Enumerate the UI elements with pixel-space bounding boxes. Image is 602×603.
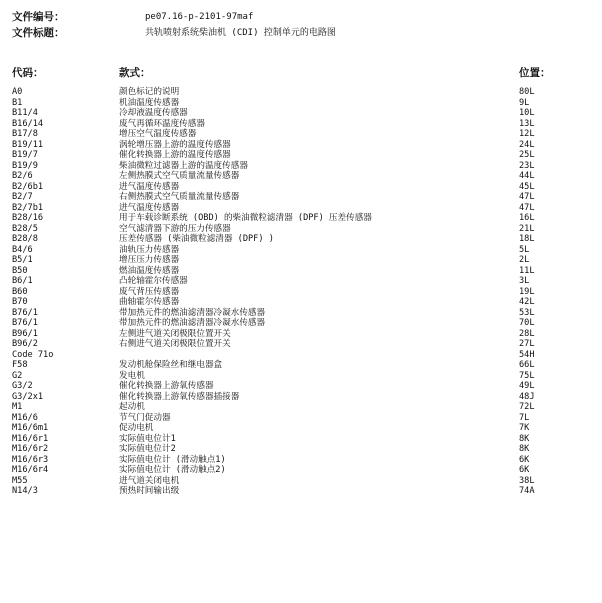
- list-item: [12, 308, 592, 319]
- doc-number-label: 文件编号：: [12, 11, 65, 23]
- component-code: B5/1: [12, 255, 33, 265]
- list-item: [12, 402, 592, 413]
- component-description: 催化转换器上游氧传感器: [119, 381, 214, 391]
- component-position: 28L: [519, 328, 535, 339]
- component-code: B19/7: [12, 150, 38, 160]
- component-position: 2L: [519, 255, 530, 265]
- column-header-desc: 款式：: [119, 67, 151, 79]
- component-description: 曲轴霍尔传感器: [119, 297, 180, 307]
- component-description: 废气背压传感器: [119, 286, 180, 297]
- component-code: M16/6r4: [12, 465, 49, 475]
- list-item: [12, 234, 592, 245]
- component-description: 带加热元件的燃油滤清器冷凝水传感器: [119, 318, 266, 328]
- list-item: [12, 486, 592, 497]
- component-position: 6K: [519, 465, 530, 475]
- component-code: G3/2: [12, 381, 33, 391]
- component-description: 促动电机: [119, 423, 154, 433]
- component-code: B28/8: [12, 234, 38, 244]
- component-code: M16/6: [12, 412, 38, 423]
- component-code: B50: [12, 265, 28, 276]
- component-position: 9L: [519, 97, 530, 108]
- list-item: [12, 297, 592, 308]
- component-code: B70: [12, 297, 28, 307]
- list-item: [12, 182, 592, 193]
- list-item: [12, 444, 592, 455]
- component-position: 21L: [519, 223, 535, 234]
- component-code: A0: [12, 87, 23, 97]
- component-code: B19/11: [12, 139, 44, 150]
- list-item: [12, 98, 592, 109]
- list-item: [12, 413, 592, 424]
- component-code: M55: [12, 475, 28, 486]
- component-position: 66L: [519, 360, 535, 370]
- list-item: [12, 434, 592, 445]
- list-item: [12, 476, 592, 487]
- component-position: 16L: [519, 213, 535, 223]
- component-position: 3L: [519, 276, 530, 286]
- component-position: 70L: [519, 318, 535, 328]
- component-position: 38L: [519, 475, 535, 486]
- component-code: G2: [12, 370, 23, 381]
- component-code: B2/6: [12, 171, 33, 181]
- component-position: 12L: [519, 129, 535, 139]
- component-description: 右侧进气道关闭极限位置开关: [119, 339, 231, 349]
- component-description: 起动机: [119, 402, 145, 412]
- component-description: 右侧热膜式空气质量流量传感器: [119, 192, 240, 202]
- component-description: 用于车载诊断系统 (OBD) 的柴油微粒滤清器 (DPF) 压差传感器: [119, 213, 372, 223]
- component-position: 6K: [519, 454, 530, 465]
- component-description: 柴油微粒过滤器上游的温度传感器: [119, 160, 248, 171]
- component-code: M16/6m1: [12, 423, 49, 433]
- component-position: 45L: [519, 181, 535, 192]
- doc-title-value: 共轨喷射系统柴油机 (CDI) 控制单元的电路图: [145, 28, 336, 38]
- component-description: 压差传感器 (柴油微粒滤清器 (DPF) ): [119, 234, 274, 244]
- component-description: 实际值电位计1: [119, 433, 176, 444]
- component-code: Code 71o: [12, 349, 54, 360]
- component-description: 进气温度传感器: [119, 202, 180, 213]
- component-position: 80L: [519, 87, 535, 97]
- component-description: 实际值电位计 (滑动触点2): [119, 465, 226, 475]
- list-item: [12, 329, 592, 340]
- component-position: 7L: [519, 412, 530, 423]
- component-position: 47L: [519, 192, 535, 202]
- list-item: [12, 119, 592, 130]
- list-item: [12, 371, 592, 382]
- component-code: B6/1: [12, 276, 33, 286]
- component-description: 发动机舱保险丝和继电器盒: [119, 360, 223, 370]
- list-item: [12, 465, 592, 476]
- list-item: [12, 350, 592, 361]
- component-description: 冷却液温度传感器: [119, 108, 188, 118]
- component-position: 54H: [519, 349, 535, 360]
- component-description: 催化转换器上游氧传感器插接器: [119, 391, 240, 402]
- list-item: [12, 381, 592, 392]
- component-position: 18L: [519, 234, 535, 244]
- component-description: 燃油温度传感器: [119, 265, 180, 276]
- list-item: [12, 318, 592, 329]
- component-description: 颜色标记的说明: [119, 87, 180, 97]
- component-code: M16/6r3: [12, 454, 49, 465]
- list-item: [12, 150, 592, 161]
- component-description: 预热时间输出级: [119, 486, 180, 496]
- list-item: [12, 108, 592, 119]
- component-description: 左侧热膜式空气质量流量传感器: [119, 171, 240, 181]
- component-code: B17/8: [12, 129, 38, 139]
- component-code: B2/7: [12, 192, 33, 202]
- list-item: [12, 213, 592, 224]
- doc-title-label: 文件标题：: [12, 27, 65, 39]
- component-position: 53L: [519, 307, 535, 318]
- component-description: 实际值电位计2: [119, 444, 176, 454]
- component-position: 72L: [519, 402, 535, 412]
- component-description: 发电机: [119, 370, 145, 381]
- component-code: B11/4: [12, 108, 38, 118]
- component-code: M1: [12, 402, 23, 412]
- component-position: 27L: [519, 339, 535, 349]
- component-code: M16/6r1: [12, 433, 49, 444]
- list-item: [12, 87, 592, 98]
- list-item: [12, 339, 592, 350]
- component-position: 47L: [519, 202, 535, 213]
- list-item: [12, 423, 592, 434]
- component-position: 19L: [519, 286, 535, 297]
- component-position: 5L: [519, 244, 530, 255]
- component-code: G3/2x1: [12, 391, 44, 402]
- component-position: 49L: [519, 381, 535, 391]
- component-description: 涡轮增压器上游的温度传感器: [119, 139, 231, 150]
- component-position: 75L: [519, 370, 535, 381]
- component-code: B28/16: [12, 213, 44, 223]
- list-item: [12, 392, 592, 403]
- component-description: 进气温度传感器: [119, 181, 180, 192]
- list-item: [12, 255, 592, 266]
- column-header-code: 代码：: [12, 67, 44, 79]
- component-description: 带加热元件的燃油滤清器冷凝水传感器: [119, 307, 266, 318]
- component-description: 节气门促动器: [119, 412, 171, 423]
- component-code: B28/5: [12, 223, 38, 234]
- list-item: [12, 171, 592, 182]
- component-position: 42L: [519, 297, 535, 307]
- component-position: 44L: [519, 171, 535, 181]
- list-item: [12, 276, 592, 287]
- list-item: [12, 287, 592, 298]
- component-position: 23L: [519, 160, 535, 171]
- component-code: M16/6r2: [12, 444, 49, 454]
- component-code: B96/2: [12, 339, 38, 349]
- component-position: 8K: [519, 444, 530, 454]
- component-code: B19/9: [12, 160, 38, 171]
- component-code: B2/7b1: [12, 202, 44, 213]
- column-header-position: 位置：: [519, 67, 551, 79]
- component-description: 空气滤清器下游的压力传感器: [119, 223, 231, 234]
- list-item: [12, 266, 592, 277]
- component-description: 凸轮轴霍尔传感器: [119, 276, 188, 286]
- list-item: [12, 245, 592, 256]
- component-code: B16/14: [12, 118, 44, 129]
- list-item: [12, 455, 592, 466]
- component-position: 24L: [519, 139, 535, 150]
- component-position: 7K: [519, 423, 530, 433]
- component-code: B76/1: [12, 307, 38, 318]
- list-item: [12, 129, 592, 140]
- component-position: 8K: [519, 433, 530, 444]
- component-description: 废气再循环温度传感器: [119, 118, 205, 129]
- doc-number-value: pe07.16-p-2101-97maf: [145, 12, 254, 22]
- list-item: [12, 192, 592, 203]
- component-description: 增压空气温度传感器: [119, 129, 197, 139]
- component-code: B60: [12, 286, 28, 297]
- component-code: B96/1: [12, 328, 38, 339]
- component-position: 13L: [519, 118, 535, 129]
- list-item: [12, 161, 592, 172]
- component-description: 增压压力传感器: [119, 255, 180, 265]
- component-code: N14/3: [12, 486, 38, 496]
- list-item: [12, 224, 592, 235]
- component-position: 74A: [519, 486, 535, 496]
- component-description: 进气道关闭电机: [119, 475, 180, 486]
- component-position: 10L: [519, 108, 535, 118]
- component-description: 油轨压力传感器: [119, 244, 180, 255]
- list-item: [12, 140, 592, 151]
- component-position: 25L: [519, 150, 535, 160]
- component-code: B76/1: [12, 318, 38, 328]
- component-list: [12, 87, 592, 497]
- component-description: 左侧进气道关闭极限位置开关: [119, 328, 231, 339]
- component-description: 催化转换器上游的温度传感器: [119, 150, 231, 160]
- component-code: B4/6: [12, 244, 33, 255]
- component-code: B2/6b1: [12, 181, 44, 192]
- component-position: 48J: [519, 391, 535, 402]
- list-item: [12, 360, 592, 371]
- list-item: [12, 203, 592, 214]
- component-description: 实际值电位计 (滑动触点1): [119, 454, 226, 465]
- component-code: B1: [12, 97, 23, 108]
- component-description: 机油温度传感器: [119, 97, 180, 108]
- component-position: 11L: [519, 265, 535, 276]
- component-code: F58: [12, 360, 28, 370]
